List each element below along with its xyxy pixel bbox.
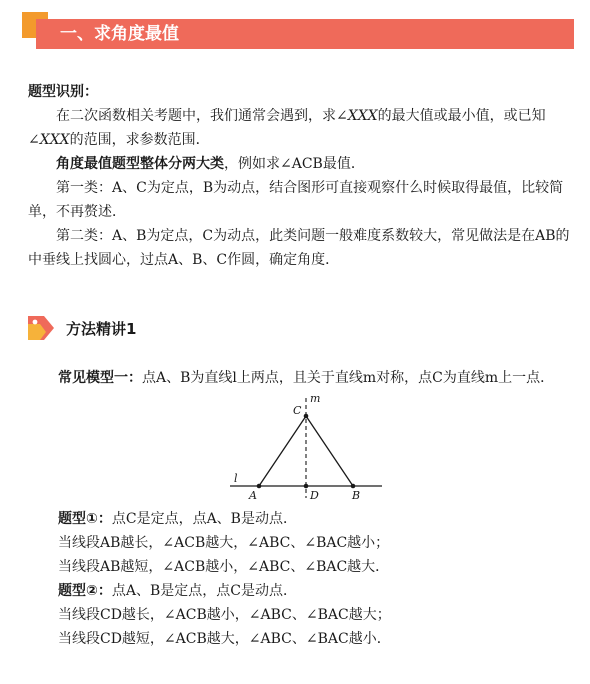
- label-l: l: [234, 472, 238, 485]
- method-section-header: [26, 312, 226, 352]
- section-title: 一、求角度最值: [36, 19, 574, 49]
- segment-cb: [306, 416, 353, 486]
- intro-paragraph-3: 第一类：A、C为定点，B为动点，结合图形可直接观察什么时候取得最值，比较简单，不再赘述．: [28, 180, 564, 220]
- type1-line-2: 当线段AB越短，∠ACB越小，∠ABC、∠BAC越大．: [58, 559, 390, 575]
- type1-line-1: 当线段AB越长，∠ACB越大，∠ABC、∠BAC越小；: [58, 535, 390, 551]
- label-m: m: [310, 392, 321, 405]
- point-d: [304, 484, 309, 489]
- label-a: A: [249, 489, 257, 502]
- segment-ca: [259, 416, 306, 486]
- intro-heading: 题型识别：: [28, 84, 98, 100]
- type2-statement: 题型②：点A、B是定点，点C是动点．: [58, 583, 297, 599]
- method-section-title: 方法精讲1: [66, 320, 137, 338]
- point-c: [304, 414, 309, 419]
- label-d: D: [310, 489, 319, 502]
- label-c: C: [293, 404, 302, 417]
- tag-icon: [26, 312, 56, 342]
- intro-paragraph-2: 角度最值题型整体分两大类，例如求∠ACB最值．: [56, 156, 365, 172]
- label-b: B: [352, 489, 361, 502]
- point-a: [257, 484, 262, 489]
- intro-paragraph-4: 第二类：A、B为定点，C为动点，此类问题一般难度系数较大，常见做法是在AB的中垂线上找圆心，过点A、B、C作圆，确定角度．: [28, 228, 570, 268]
- intro-paragraph-1: 在二次函数相关考题中，我们通常会遇到，求∠XXX的最大值或最小值，或已知∠XXX的范围，求参数范围．: [28, 108, 546, 148]
- type2-line-2: 当线段CD越短，∠ACB越大，∠ABC、∠BAC越小．: [58, 631, 391, 647]
- point-b: [351, 484, 356, 489]
- section-banner: [22, 12, 574, 52]
- type1-statement: 题型①：点C是定点，点A、B是动点．: [58, 511, 297, 527]
- geometry-figure: [226, 390, 386, 502]
- model-statement: 常见模型一：点A、B为直线l上两点，且关于直线m对称，点C为直线m上一点．: [58, 370, 555, 386]
- type2-line-1: 当线段CD越长，∠ACB越小，∠ABC、∠BAC越大；: [58, 607, 391, 623]
